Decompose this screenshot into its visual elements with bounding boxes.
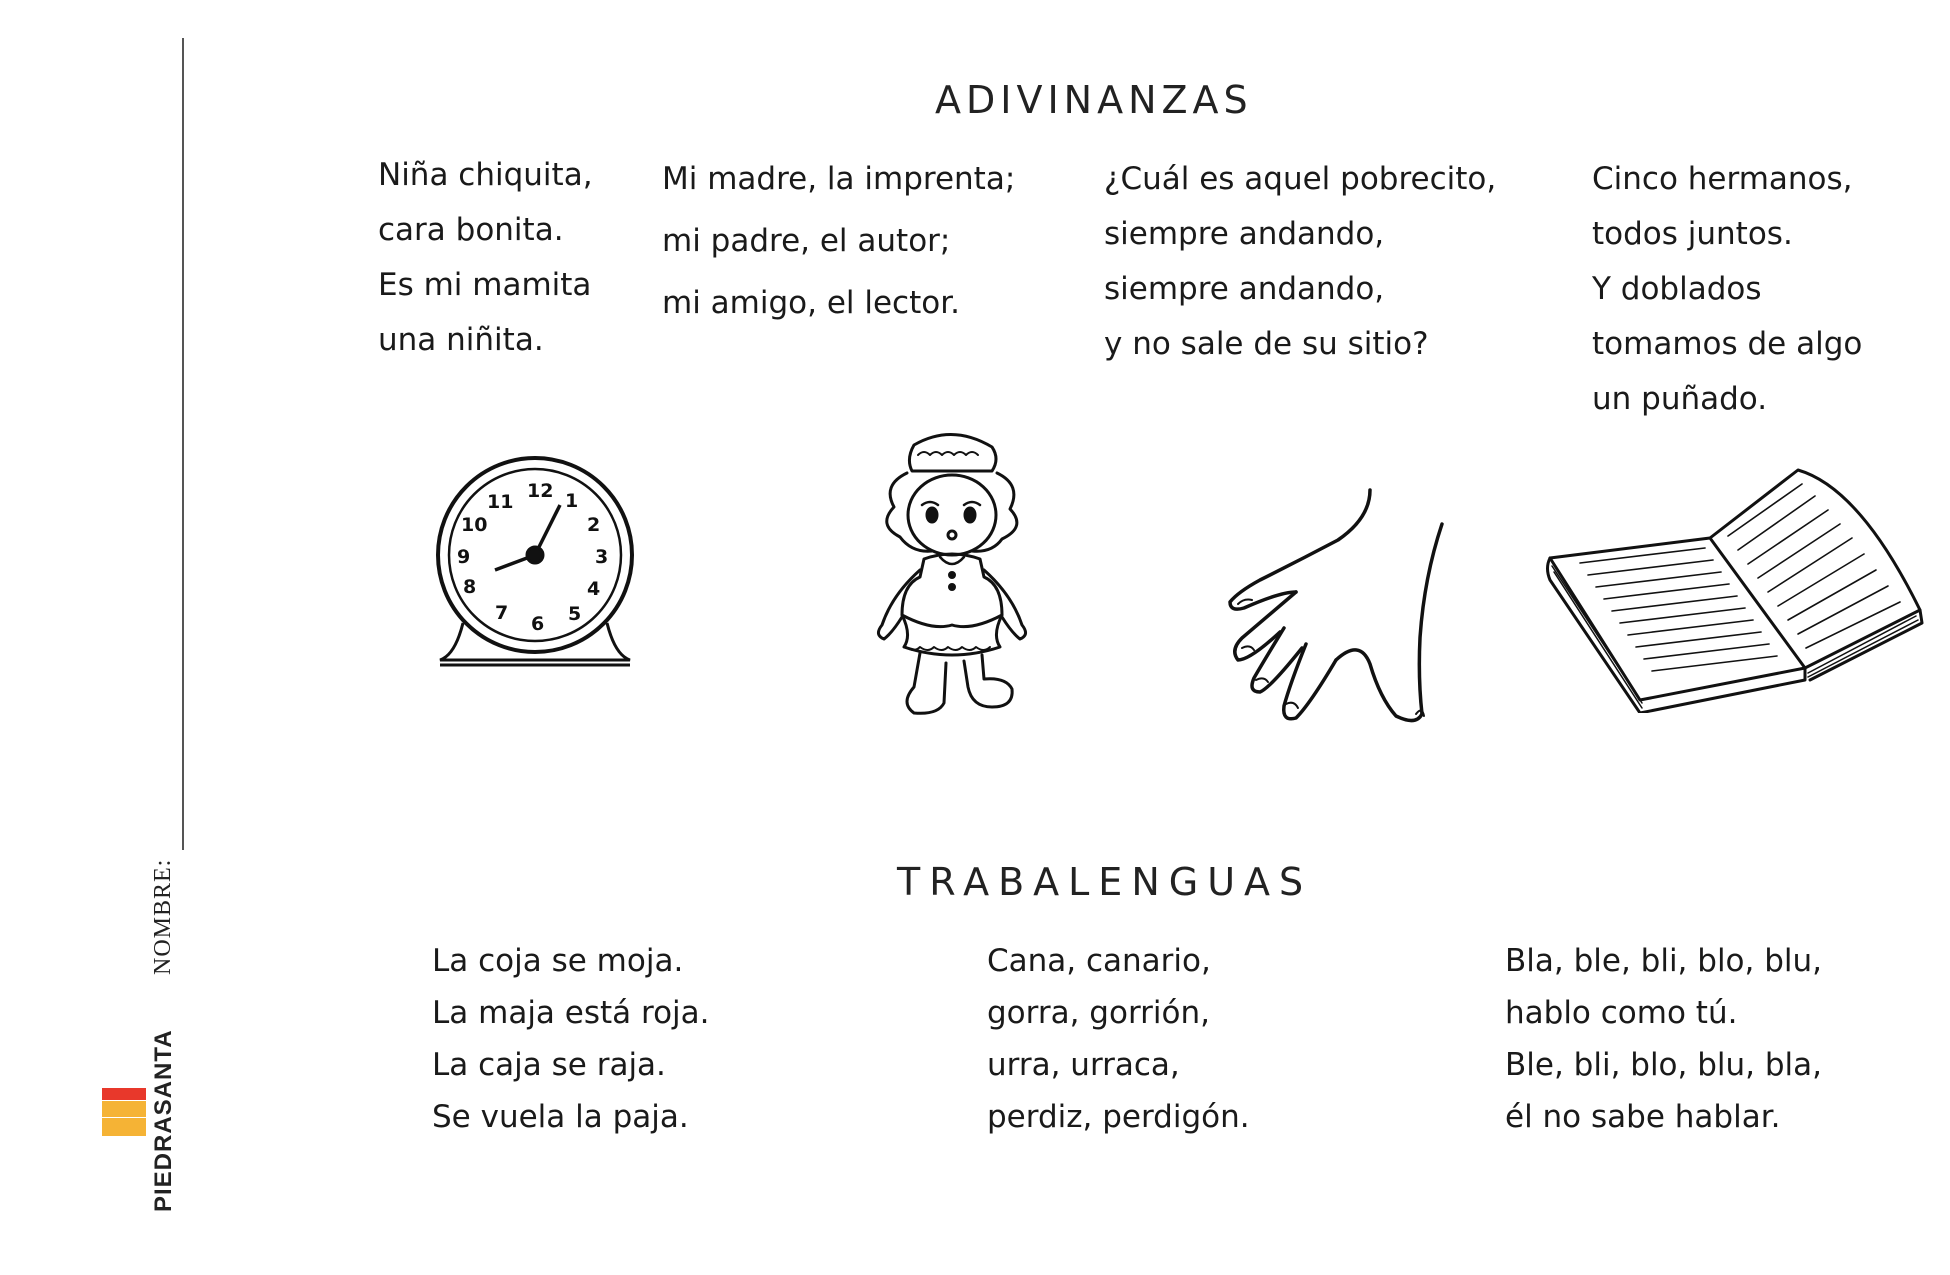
tongue-twisters-title: TRABALENGUAS bbox=[897, 860, 1313, 904]
riddle-line: una niñita. bbox=[378, 322, 544, 358]
name-label: NOMBRE: bbox=[150, 858, 176, 975]
clock-number: 11 bbox=[487, 491, 514, 513]
riddle-line: tomamos de algo bbox=[1592, 326, 1863, 362]
publisher-logo-icon bbox=[102, 1088, 146, 1136]
riddle-2 bbox=[662, 148, 1015, 334]
clock-number: 10 bbox=[461, 514, 488, 536]
riddle-line: mi amigo, el lector. bbox=[662, 285, 960, 321]
tongue-twister-3 bbox=[1505, 935, 1822, 1143]
riddle-line: siempre andando, bbox=[1104, 271, 1385, 307]
doll-illustration-icon bbox=[852, 425, 1052, 725]
clock-number: 8 bbox=[463, 576, 477, 598]
riddle-line: Mi madre, la imprenta; bbox=[662, 161, 1016, 197]
riddle-3 bbox=[1104, 152, 1496, 372]
tongue-twister-line: hablo como tú. bbox=[1505, 995, 1738, 1031]
riddles-title: ADIVINANZAS bbox=[935, 78, 1253, 122]
tongue-twister-line: Se vuela la paja. bbox=[432, 1099, 689, 1135]
riddle-line: ¿Cuál es aquel pobrecito, bbox=[1104, 161, 1497, 197]
clock-illustration-icon bbox=[435, 455, 640, 675]
tongue-twister-2 bbox=[987, 935, 1250, 1143]
riddle-line: todos juntos. bbox=[1592, 216, 1793, 252]
tongue-twister-line: urra, urraca, bbox=[987, 1047, 1180, 1083]
hand-illustration-icon bbox=[1220, 488, 1485, 733]
clock-number: 7 bbox=[495, 602, 509, 624]
clock-number: 2 bbox=[587, 514, 601, 536]
riddle-line: Cinco hermanos, bbox=[1592, 161, 1853, 197]
riddle-line: un puñado. bbox=[1592, 381, 1768, 417]
riddle-line: Y doblados bbox=[1592, 271, 1762, 307]
tongue-twister-line: La coja se moja. bbox=[432, 943, 684, 979]
tongue-twister-line: él no sabe hablar. bbox=[1505, 1099, 1781, 1135]
tongue-twister-line: La maja está roja. bbox=[432, 995, 710, 1031]
riddle-line: cara bonita. bbox=[378, 212, 564, 248]
book-illustration-icon bbox=[1540, 458, 1925, 713]
tongue-twister-line: Bla, ble, bli, blo, blu, bbox=[1505, 943, 1823, 979]
clock-number: 1 bbox=[565, 490, 579, 512]
riddle-line: y no sale de su sitio? bbox=[1104, 326, 1429, 362]
tongue-twister-1 bbox=[432, 935, 710, 1143]
tongue-twister-line: Ble, bli, blo, blu, bla, bbox=[1505, 1047, 1823, 1083]
tongue-twister-line: La caja se raja. bbox=[432, 1047, 666, 1083]
clock-number: 6 bbox=[531, 613, 545, 635]
clock-number: 5 bbox=[568, 603, 582, 625]
tongue-twister-line: Cana, canario, bbox=[987, 943, 1211, 979]
riddle-4 bbox=[1592, 152, 1862, 427]
riddle-line: Niña chiquita, bbox=[378, 157, 593, 193]
riddle-line: siempre andando, bbox=[1104, 216, 1385, 252]
clock-number: 3 bbox=[595, 546, 609, 568]
name-underline bbox=[182, 38, 184, 850]
tongue-twister-line: perdiz, perdigón. bbox=[987, 1099, 1250, 1135]
tongue-twister-line: gorra, gorrión, bbox=[987, 995, 1210, 1031]
clock-number: 9 bbox=[457, 546, 471, 568]
riddle-1 bbox=[378, 148, 593, 368]
publisher-brand: PIEDRASANTA bbox=[150, 1029, 177, 1212]
riddle-line: Es mi mamita bbox=[378, 267, 592, 303]
clock-number: 4 bbox=[587, 578, 601, 600]
clock-number: 12 bbox=[527, 480, 554, 502]
riddle-line: mi padre, el autor; bbox=[662, 223, 951, 259]
